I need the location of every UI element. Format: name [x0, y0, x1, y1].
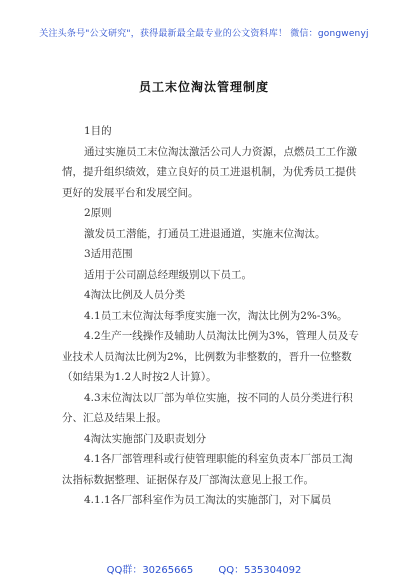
clause-5-1: 4.1各厂部管理科或行使管理职能的科室负责本厂部员工淘汰指标数据整理、证据保存及厂部淘汰意见上报工作。 — [62, 453, 353, 486]
section-2-body: 激发员工潜能，打通员工进退通道，实施末位淘汰。 — [84, 227, 326, 240]
qq-group-text: QQ群：30265665 — [106, 565, 194, 576]
contact-footer — [0, 561, 408, 576]
section-3-heading: 3适用范围 — [84, 248, 133, 260]
section-5-heading: 4淘汰实施部门及职责划分 — [84, 432, 207, 445]
clause-4-1: 4.1员工末位淘汰每季度实施一次，淘汰比例为2%-3%。 — [84, 309, 348, 322]
section-1-body: 通过实施员工末位淘汰激活公司人力资源，点燃员工工作激情，提升组织绩效，建立良好的员工进退机制，为优秀员工提供更好的发展平台和发展空间。 — [62, 145, 357, 199]
clause-4-2: 4.2生产一线操作及辅助人员淘汰比例为3%，管理人员及专业技术人员淘汰比例为2%，比例数为非整数的，晋升一位整数（如结果为1.2人时按2人计算）。 — [62, 330, 359, 383]
section-4-heading: 4淘汰比例及人员分类 — [84, 289, 186, 301]
section-1-heading: 1目的 — [84, 125, 112, 137]
section-3-body: 适用于公司副总经理级别以下员工。 — [84, 268, 252, 281]
clause-5-1-1: 4.1.1各厂部科室作为员工淘汰的实施部门，对下属员 — [84, 494, 332, 506]
section-2-heading: 2原则 — [84, 207, 112, 219]
document-title: 员工末位淘汰管理制度 — [138, 80, 269, 94]
qq-contact-text: QQ：535304092 — [218, 565, 302, 576]
document-body — [62, 121, 362, 511]
clause-4-3: 4.3末位淘汰以厂部为单位实施，按不同的人员分类进行积分、汇总及结果上报。 — [62, 391, 353, 424]
promo-banner: 关注头条号"公文研究"，获得最新最全最专业的公文资料库！ 微信：gongwenyj — [39, 29, 369, 39]
